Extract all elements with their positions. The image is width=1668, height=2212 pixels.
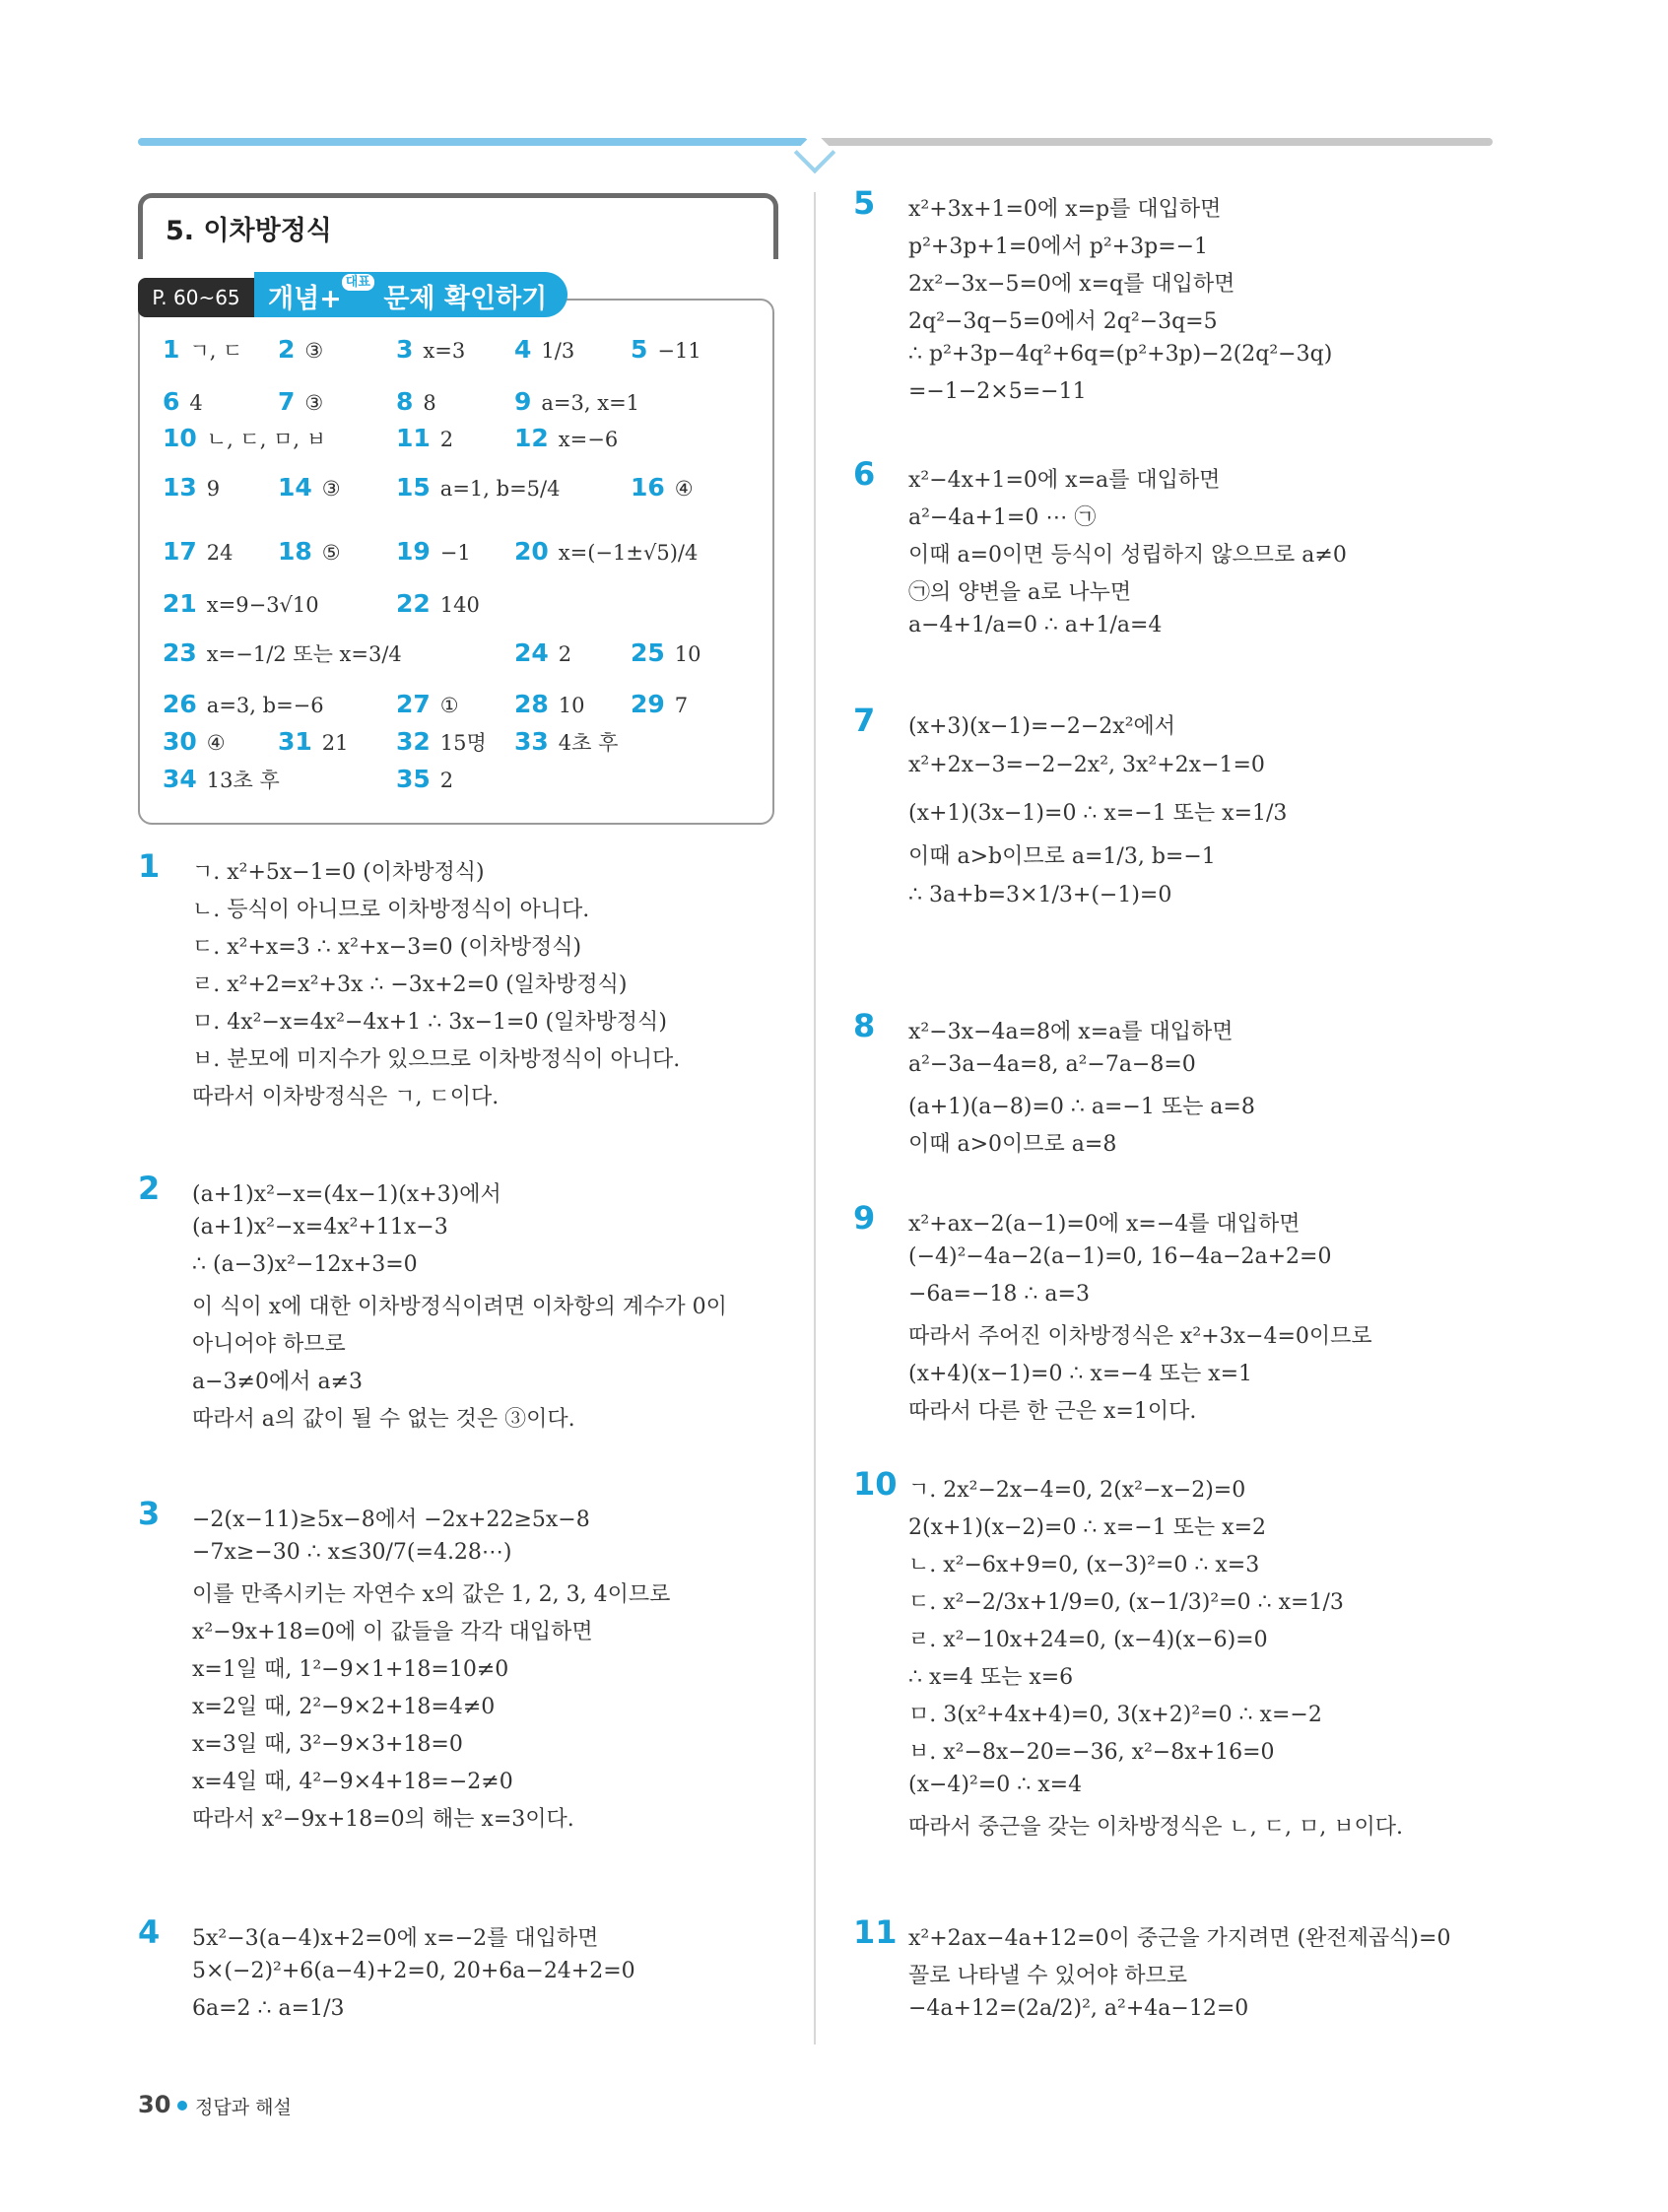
solution-line: x=4일 때, 4²−9×4+18=−2≠0: [192, 1770, 513, 1794]
answer-number: 1: [163, 335, 180, 364]
solution-line: (x+1)(3x−1)=0 ∴ x=−1 또는 x=1/3: [908, 801, 1288, 826]
problem-number: 5: [853, 184, 876, 222]
answer-item: [278, 473, 341, 502]
answer-value: x=−6: [558, 428, 619, 451]
answer-number: 3: [396, 335, 414, 364]
answer-item: [631, 638, 701, 667]
answer-value: ㄴ, ㄷ, ㅁ, ㅂ: [206, 428, 326, 451]
header-rule-right: [818, 138, 1493, 146]
solution-line: ㄹ. x²−10x+24=0, (x−4)(x−6)=0: [908, 1628, 1268, 1652]
answer-value: ③: [321, 477, 341, 501]
solution-line: =−1−2×5=−11: [908, 379, 1087, 404]
solution-line: 이때 a>b이므로 a=1/3, b=−1: [908, 844, 1216, 869]
solution-line: (a+1)x²−x=4x²+11x−3: [192, 1215, 448, 1240]
solution-line: (x+3)(x−1)=−2−2x²에서: [908, 714, 1176, 739]
solution-line: x²+2x−3=−2−2x², 3x²+2x−1=0: [908, 753, 1265, 777]
answer-item: [163, 335, 242, 365]
answer-value: 8: [423, 391, 436, 415]
solution-line: ㄴ. x²−6x+9=0, (x−3)²=0 ∴ x=3: [908, 1553, 1260, 1577]
solution-line: 따라서 다른 한 근은 x=1이다.: [908, 1399, 1197, 1424]
solution-line: x=3일 때, 3²−9×3+18=0: [192, 1732, 463, 1757]
problem-number: 2: [138, 1170, 161, 1207]
answer-number: 17: [163, 537, 197, 566]
answer-value: 10: [558, 694, 585, 717]
solution-line: ㄱ. 2x²−2x−4=0, 2(x²−x−2)=0: [908, 1478, 1246, 1503]
solution-line: 따라서 주어진 이차방정식은 x²+3x−4=0이므로: [908, 1324, 1372, 1349]
answer-item: [163, 537, 234, 566]
answer-item: [514, 638, 571, 667]
answer-item: [163, 727, 226, 756]
answer-value: x=9−3√10: [206, 593, 319, 617]
solution-line: (−4)²−4a−2(a−1)=0, 16−4a−2a+2=0: [908, 1244, 1332, 1269]
answer-number: 27: [396, 690, 431, 718]
solution-line: ㄱ. x²+5x−1=0 (이차방정식): [192, 860, 485, 885]
solution-line: a−3≠0에서 a≠3: [192, 1370, 364, 1394]
solution-line: 6a=2 ∴ a=1/3: [192, 1996, 345, 2021]
answer-number: 13: [163, 473, 197, 502]
column-divider: [814, 192, 816, 2044]
answer-value: x=3: [423, 339, 466, 363]
answer-number: 23: [163, 638, 197, 667]
answer-value: a=1, b=5/4: [439, 477, 561, 501]
solution-line: ㅁ. 4x²−x=4x²−4x+1 ∴ 3x−1=0 (일차방정식): [192, 1010, 667, 1035]
solution-line: −2(x−11)≥5x−8에서 −2x+22≥5x−8: [192, 1508, 590, 1532]
answer-value: ㄱ, ㄷ: [189, 339, 243, 363]
answer-value: ⑤: [321, 541, 341, 565]
solution-line: ㄴ. 등식이 아니므로 이차방정식이 아니다.: [192, 898, 590, 922]
answer-value: 13초 후: [206, 769, 280, 792]
answer-item: [514, 690, 585, 718]
answer-value: 2: [439, 769, 454, 792]
banner-superscript: 대표: [342, 274, 374, 291]
answer-item: [396, 765, 453, 793]
footer-label: 정답과 해설: [195, 2097, 292, 2118]
answer-item: [514, 424, 618, 452]
answer-number: 33: [514, 727, 549, 756]
solution-line: ㄹ. x²+2=x²+3x ∴ −3x+2=0 (일차방정식): [192, 972, 628, 997]
answer-value: ③: [304, 391, 324, 415]
solution-line: ㅂ. 분모에 미지수가 있으므로 이차방정식이 아니다.: [192, 1047, 681, 1072]
problem-number: 4: [138, 1913, 161, 1951]
answer-number: 35: [396, 765, 431, 793]
solution-line: 5×(−2)²+6(a−4)+2=0, 20+6a−24+2=0: [192, 1959, 635, 1983]
answer-item: [396, 537, 471, 566]
answer-value: 1/3: [541, 339, 575, 363]
answer-item: [396, 424, 453, 452]
solution-line: ㄷ. x²+x=3 ∴ x²+x−3=0 (이차방정식): [192, 935, 582, 960]
answer-number: 16: [631, 473, 665, 502]
answer-number: 11: [396, 424, 431, 452]
solution-line: x²−4x+1=0에 x=a를 대입하면: [908, 468, 1221, 493]
solution-line: x²−9x+18=0에 이 값들을 각각 대입하면: [192, 1620, 593, 1644]
solution-line: 꼴로 나타낼 수 있어야 하므로: [908, 1964, 1187, 1988]
solution-line: a²−4a+1=0 ⋯ ㉠: [908, 505, 1097, 530]
answer-item: [396, 335, 465, 364]
solution-line: ㉠의 양변을 a로 나누면: [908, 580, 1132, 605]
answer-item: [514, 387, 639, 416]
answer-number: 26: [163, 690, 197, 718]
answer-number: 19: [396, 537, 431, 566]
solution-line: 아니어야 하므로: [192, 1332, 346, 1357]
answer-number: 15: [396, 473, 431, 502]
solution-line: x²−3x−4a=8에 x=a를 대입하면: [908, 1020, 1234, 1044]
solution-line: p²+3p+1=0에서 p²+3p=−1: [908, 235, 1209, 259]
solution-line: −6a=−18 ∴ a=3: [908, 1282, 1090, 1307]
answer-value: 4: [189, 391, 203, 415]
problem-number: 10: [853, 1465, 898, 1503]
answer-value: ①: [439, 694, 459, 717]
solution-line: x=2일 때, 2²−9×2+18=4≠0: [192, 1695, 496, 1719]
problem-number: 7: [853, 702, 876, 739]
solution-line: x²+3x+1=0에 x=p를 대입하면: [908, 197, 1222, 222]
solution-line: 2q²−3q−5=0에서 2q²−3q=5: [908, 309, 1218, 334]
answer-number: 24: [514, 638, 549, 667]
answer-value: 24: [206, 541, 234, 565]
answer-value: a=3, x=1: [541, 391, 640, 415]
solution-line: (a+1)x²−x=(4x−1)(x+3)에서: [192, 1182, 501, 1207]
problem-number: 1: [138, 847, 161, 885]
answer-number: 5: [631, 335, 648, 364]
answer-item: [514, 335, 574, 364]
answer-number: 8: [396, 387, 414, 416]
answer-number: 9: [514, 387, 532, 416]
solution-line: a−4+1/a=0 ∴ a+1/a=4: [908, 613, 1163, 637]
answer-item: [396, 473, 560, 502]
answer-number: 31: [278, 727, 312, 756]
page-range-badge: P. 60~65: [138, 278, 254, 317]
answer-number: 12: [514, 424, 549, 452]
solution-line: −7x≥−30 ∴ x≤30/7(=4.28⋯): [192, 1540, 512, 1565]
answer-number: 10: [163, 424, 197, 452]
solution-line: 따라서 a의 값이 될 수 없는 것은 ③이다.: [192, 1407, 575, 1432]
answer-number: 22: [396, 589, 431, 618]
banner-title: 문제 확인하기: [383, 284, 548, 314]
answer-number: 18: [278, 537, 312, 566]
problem-number: 3: [138, 1495, 161, 1532]
answer-item: [163, 424, 326, 453]
answer-value: 7: [674, 694, 689, 717]
answer-item: [396, 727, 487, 757]
answer-value: 9: [206, 477, 221, 501]
problem-number: 11: [853, 1913, 898, 1951]
answer-item: [631, 473, 694, 502]
solution-line: 이 식이 x에 대한 이차방정식이려면 이차항의 계수가 0이: [192, 1295, 727, 1319]
solution-line: 이때 a=0이면 등식이 성립하지 않으므로 a≠0: [908, 543, 1347, 568]
solution-line: (x+4)(x−1)=0 ∴ x=−4 또는 x=1: [908, 1362, 1253, 1386]
solution-line: 2(x+1)(x−2)=0 ∴ x=−1 또는 x=2: [908, 1515, 1267, 1540]
solution-line: x=1일 때, 1²−9×1+18=10≠0: [192, 1657, 509, 1682]
answer-item: [163, 765, 280, 794]
answer-number: 7: [278, 387, 296, 416]
solution-line: ㅂ. x²−8x−20=−36, x²−8x+16=0: [908, 1740, 1275, 1765]
solution-line: ∴ p²+3p−4q²+6q=(p²+3p)−2(2q²−3q): [908, 342, 1333, 367]
answer-item: [163, 638, 402, 668]
answer-item: [514, 727, 618, 757]
answer-item: [278, 335, 323, 364]
solution-line: 이를 만족시키는 자연수 x의 값은 1, 2, 3, 4이므로: [192, 1582, 671, 1607]
answer-number: 34: [163, 765, 197, 793]
answer-value: ④: [206, 731, 226, 755]
solution-line: (x−4)²=0 ∴ x=4: [908, 1773, 1083, 1797]
solution-line: 따라서 x²−9x+18=0의 해는 x=3이다.: [192, 1807, 574, 1832]
solution-line: x²+ax−2(a−1)=0에 x=−4를 대입하면: [908, 1212, 1301, 1237]
answer-value: 140: [439, 593, 480, 617]
answer-value: −11: [657, 339, 701, 363]
answer-number: 4: [514, 335, 532, 364]
answer-item: [163, 690, 324, 718]
answer-number: 14: [278, 473, 312, 502]
solution-line: ∴ x=4 또는 x=6: [908, 1665, 1074, 1690]
answer-value: −1: [439, 541, 471, 565]
footer-dot: [177, 2101, 187, 2111]
answer-number: 2: [278, 335, 296, 364]
answer-value: x=−1/2 또는 x=3/4: [206, 642, 402, 666]
solution-line: 2x²−3x−5=0에 x=q를 대입하면: [908, 272, 1235, 297]
header-rule-left: [138, 138, 808, 146]
answer-value: ③: [304, 339, 324, 363]
solution-line: 따라서 이차방정식은 ㄱ, ㄷ이다.: [192, 1085, 500, 1109]
answer-item: [396, 690, 459, 718]
answer-item: [163, 589, 319, 618]
answer-number: 32: [396, 727, 431, 756]
answer-number: 25: [631, 638, 665, 667]
answer-value: 10: [674, 642, 701, 666]
answer-number: 29: [631, 690, 665, 718]
answer-item: [396, 387, 436, 416]
solution-line: ㄷ. x²−2/3x+1/9=0, (x−1/3)²=0 ∴ x=1/3: [908, 1590, 1344, 1615]
answer-item: [163, 387, 203, 416]
solution-line: ㅁ. 3(x²+4x+4)=0, 3(x+2)²=0 ∴ x=−2: [908, 1703, 1322, 1727]
answer-item: [514, 537, 698, 566]
section-title: 5. 이차방정식: [166, 216, 332, 246]
solution-line: ∴ 3a+b=3×1/3+(−1)=0: [908, 883, 1172, 907]
answer-value: x=(−1±√5)/4: [558, 541, 699, 565]
answer-value: ④: [674, 477, 694, 501]
solution-line: ∴ (a−3)x²−12x+3=0: [192, 1252, 418, 1277]
solution-line: 이때 a>0이므로 a=8: [908, 1132, 1117, 1157]
answer-value: 4초 후: [558, 731, 619, 755]
answer-item: [278, 387, 323, 416]
answer-item: [163, 473, 220, 502]
answer-item: [278, 727, 349, 756]
answer-value: 2: [439, 428, 454, 451]
answer-number: 28: [514, 690, 549, 718]
problem-number: 9: [853, 1199, 876, 1237]
solution-line: (a+1)(a−8)=0 ∴ a=−1 또는 a=8: [908, 1095, 1255, 1119]
problem-number: 6: [853, 455, 876, 493]
solution-line: a²−3a−4a=8, a²−7a−8=0: [908, 1052, 1196, 1077]
answer-number: 6: [163, 387, 180, 416]
solution-line: 5x²−3(a−4)x+2=0에 x=−2를 대입하면: [192, 1926, 599, 1951]
answer-value: 2: [558, 642, 572, 666]
banner-prefix: 개념+: [268, 284, 342, 314]
answer-item: [278, 537, 341, 566]
answer-item: [631, 335, 701, 364]
solution-line: x²+2ax−4a+12=0이 중근을 가지려면 (완전제곱식)=0: [908, 1926, 1451, 1951]
answer-value: a=3, b=−6: [206, 694, 324, 717]
answer-value: 21: [321, 731, 349, 755]
solution-line: −4a+12=(2a/2)², a²+4a−12=0: [908, 1996, 1249, 2021]
answer-number: 21: [163, 589, 197, 618]
concept-check-banner: [254, 272, 567, 317]
answer-item: [631, 690, 688, 718]
solution-line: 따라서 중근을 갖는 이차방정식은 ㄴ, ㄷ, ㅁ, ㅂ이다.: [908, 1815, 1403, 1840]
answer-number: 30: [163, 727, 197, 756]
answer-item: [396, 589, 480, 618]
problem-number: 8: [853, 1007, 876, 1044]
answer-value: 15명: [439, 731, 487, 755]
answer-number: 20: [514, 537, 549, 566]
page-number: 30: [138, 2091, 171, 2118]
